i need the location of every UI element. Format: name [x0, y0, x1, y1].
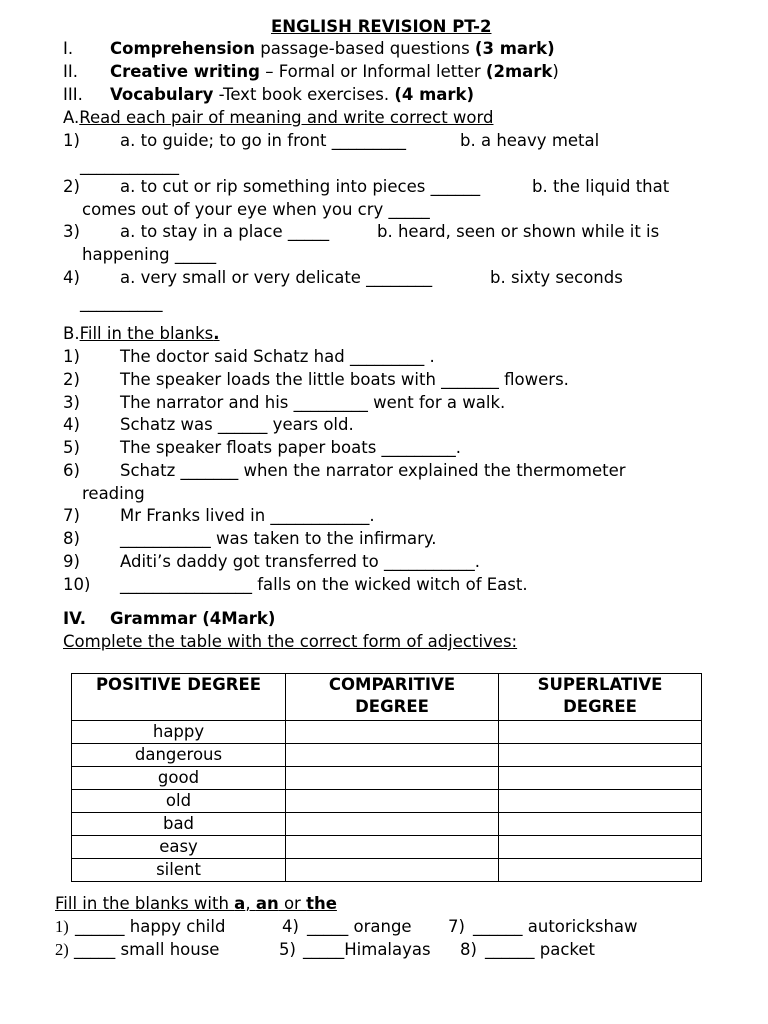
part-a-item-3-cont: happening _____	[82, 245, 217, 264]
section-tail: )	[552, 62, 559, 81]
superlative-cell[interactable]	[499, 767, 702, 790]
section-mark: (2mark	[485, 62, 553, 81]
header-line: DEGREE	[355, 697, 429, 716]
part-b-heading	[63, 323, 220, 345]
part-b-item-2: The speaker loads the little boats with _______ flowers.	[120, 370, 569, 389]
comparative-cell[interactable]	[286, 767, 499, 790]
articles-sep: ,	[245, 894, 256, 913]
section-num-2: II.	[63, 62, 78, 81]
article-the: the	[306, 894, 337, 913]
articles-item-7: ______ autorickshaw	[473, 917, 638, 936]
part-a-item-4b: b. sixty seconds	[490, 268, 623, 287]
positive-cell: easy	[72, 836, 286, 859]
part-b-item-1: The doctor said Schatz had _________ .	[120, 347, 435, 366]
part-a-num-4: 4)	[63, 268, 80, 287]
positive-cell: good	[72, 767, 286, 790]
part-a-item-3b: b. heard, seen or shown while it is	[377, 222, 660, 241]
part-a-item-4-cont: __________	[80, 293, 163, 312]
positive-cell: dangerous	[72, 744, 286, 767]
positive-cell: bad	[72, 813, 286, 836]
positive-cell: old	[72, 790, 286, 813]
part-b-num-10: 10)	[63, 575, 91, 594]
part-a-num-1: 1)	[63, 131, 80, 150]
articles-num-7: 7)	[448, 917, 465, 936]
part-b-heading-end: .	[213, 324, 220, 343]
articles-item-8: ______ packet	[485, 940, 595, 959]
table-header-row	[72, 674, 702, 721]
table-row	[72, 859, 702, 882]
part-b-item-7: Mr Franks lived in ____________.	[120, 506, 375, 525]
articles-item-4: _____ orange	[307, 917, 412, 936]
articles-num-2: 2)	[55, 940, 69, 959]
table-row	[72, 721, 702, 744]
section-text: – Formal or Informal letter	[259, 62, 486, 81]
superlative-cell[interactable]	[499, 813, 702, 836]
part-b-item-3: The narrator and his _________ went for a walk.	[120, 393, 506, 412]
section-head: Vocabulary	[110, 85, 214, 104]
part-b-item-6-cont: reading	[82, 484, 145, 503]
article-a: a	[234, 894, 246, 913]
superlative-cell[interactable]	[499, 790, 702, 813]
part-b-num-1: 1)	[63, 347, 80, 366]
header-comparative	[286, 674, 499, 721]
part-b-item-4: Schatz was ______ years old.	[120, 415, 354, 434]
grammar-heading: Grammar (4Mark)	[110, 609, 276, 628]
part-b-num-9: 9)	[63, 552, 80, 571]
section-text: -Text book exercises.	[213, 85, 395, 104]
grammar-instruction: Complete the table with the correct form of adjectives:	[63, 632, 518, 651]
comparative-cell[interactable]	[286, 813, 499, 836]
part-a-heading	[63, 107, 493, 129]
part-a-num-2: 2)	[63, 177, 80, 196]
part-b-num-2: 2)	[63, 370, 80, 389]
articles-num-5: 5)	[279, 940, 296, 959]
part-b-item-10: ________________ falls on the wicked witch of East.	[120, 575, 528, 594]
part-b-item-8: ___________ was taken to the infirmary.	[120, 529, 437, 548]
articles-num-1: 1)	[55, 917, 69, 936]
section-mark: (4 mark)	[394, 85, 475, 104]
comparative-cell[interactable]	[286, 744, 499, 767]
articles-num-4: 4)	[282, 917, 299, 936]
section-line-2	[110, 61, 559, 83]
articles-item-1: ______ happy child	[75, 917, 226, 936]
part-b-item-6: Schatz _______ when the narrator explained the thermometer	[120, 461, 626, 480]
part-b-heading-text: Fill in the blanks	[79, 324, 214, 343]
positive-cell: happy	[72, 721, 286, 744]
section-line-3	[110, 84, 474, 106]
section-head: Comprehension	[110, 39, 256, 58]
part-a-item-1a: a. to guide; to go in front _________	[120, 131, 407, 150]
header-line: COMPARITIVE	[328, 675, 456, 694]
comparative-cell[interactable]	[286, 836, 499, 859]
part-b-prefix: B.	[63, 324, 80, 343]
part-b-num-4: 4)	[63, 415, 80, 434]
header-line: POSITIVE DEGREE	[95, 675, 262, 694]
part-a-item-3a: a. to stay in a place _____	[120, 222, 330, 241]
section-text: passage-based questions	[255, 39, 475, 58]
adjective-degree-table	[71, 673, 702, 882]
section-num-1: I.	[63, 39, 74, 58]
part-a-item-2b: b. the liquid that	[532, 177, 670, 196]
part-a-item-1b: b. a heavy metal	[460, 131, 600, 150]
part-a-item-4a: a. very small or very delicate ________	[120, 268, 433, 287]
part-a-num-3: 3)	[63, 222, 80, 241]
part-b-num-6: 6)	[63, 461, 80, 480]
section-head: Creative writing	[110, 62, 260, 81]
part-b-num-7: 7)	[63, 506, 80, 525]
part-a-item-2-cont: comes out of your eye when you cry _____	[82, 200, 430, 219]
superlative-cell[interactable]	[499, 859, 702, 882]
table-row	[72, 744, 702, 767]
positive-cell: silent	[72, 859, 286, 882]
header-positive	[72, 674, 286, 721]
articles-item-2: _____ small house	[74, 940, 220, 959]
articles-sep: or	[278, 894, 307, 913]
header-line: DEGREE	[563, 697, 637, 716]
header-line: SUPERLATIVE	[537, 675, 663, 694]
part-a-item-2a: a. to cut or rip something into pieces ______	[120, 177, 481, 196]
section-mark: (3 mark)	[474, 39, 555, 58]
part-a-prefix: A.	[63, 108, 80, 127]
superlative-cell[interactable]	[499, 744, 702, 767]
superlative-cell[interactable]	[499, 721, 702, 744]
table-row	[72, 790, 702, 813]
articles-item-5: _____Himalayas	[303, 940, 431, 959]
page-title: ENGLISH REVISION PT-2	[271, 17, 492, 36]
articles-heading-text: Fill in the blanks with	[55, 894, 235, 913]
table-row	[72, 836, 702, 859]
superlative-cell[interactable]	[499, 836, 702, 859]
articles-num-8: 8)	[460, 940, 477, 959]
comparative-cell[interactable]	[286, 721, 499, 744]
part-b-num-8: 8)	[63, 529, 80, 548]
comparative-cell[interactable]	[286, 859, 499, 882]
article-an: an	[255, 894, 279, 913]
comparative-cell[interactable]	[286, 790, 499, 813]
part-a-item-1-cont: ____________	[80, 156, 179, 175]
header-superlative	[499, 674, 702, 721]
articles-heading	[55, 893, 337, 915]
table-row	[72, 767, 702, 790]
part-b-num-5: 5)	[63, 438, 80, 457]
grammar-num: IV.	[63, 609, 87, 628]
section-line-1	[110, 38, 555, 60]
part-a-heading-text: Read each pair of meaning and write correct word	[79, 108, 494, 127]
part-b-item-5: The speaker floats paper boats _________.	[120, 438, 462, 457]
part-b-item-9: Aditi’s daddy got transferred to ___________.	[120, 552, 480, 571]
table-row	[72, 813, 702, 836]
section-num-3: III.	[63, 85, 83, 104]
part-b-num-3: 3)	[63, 393, 80, 412]
